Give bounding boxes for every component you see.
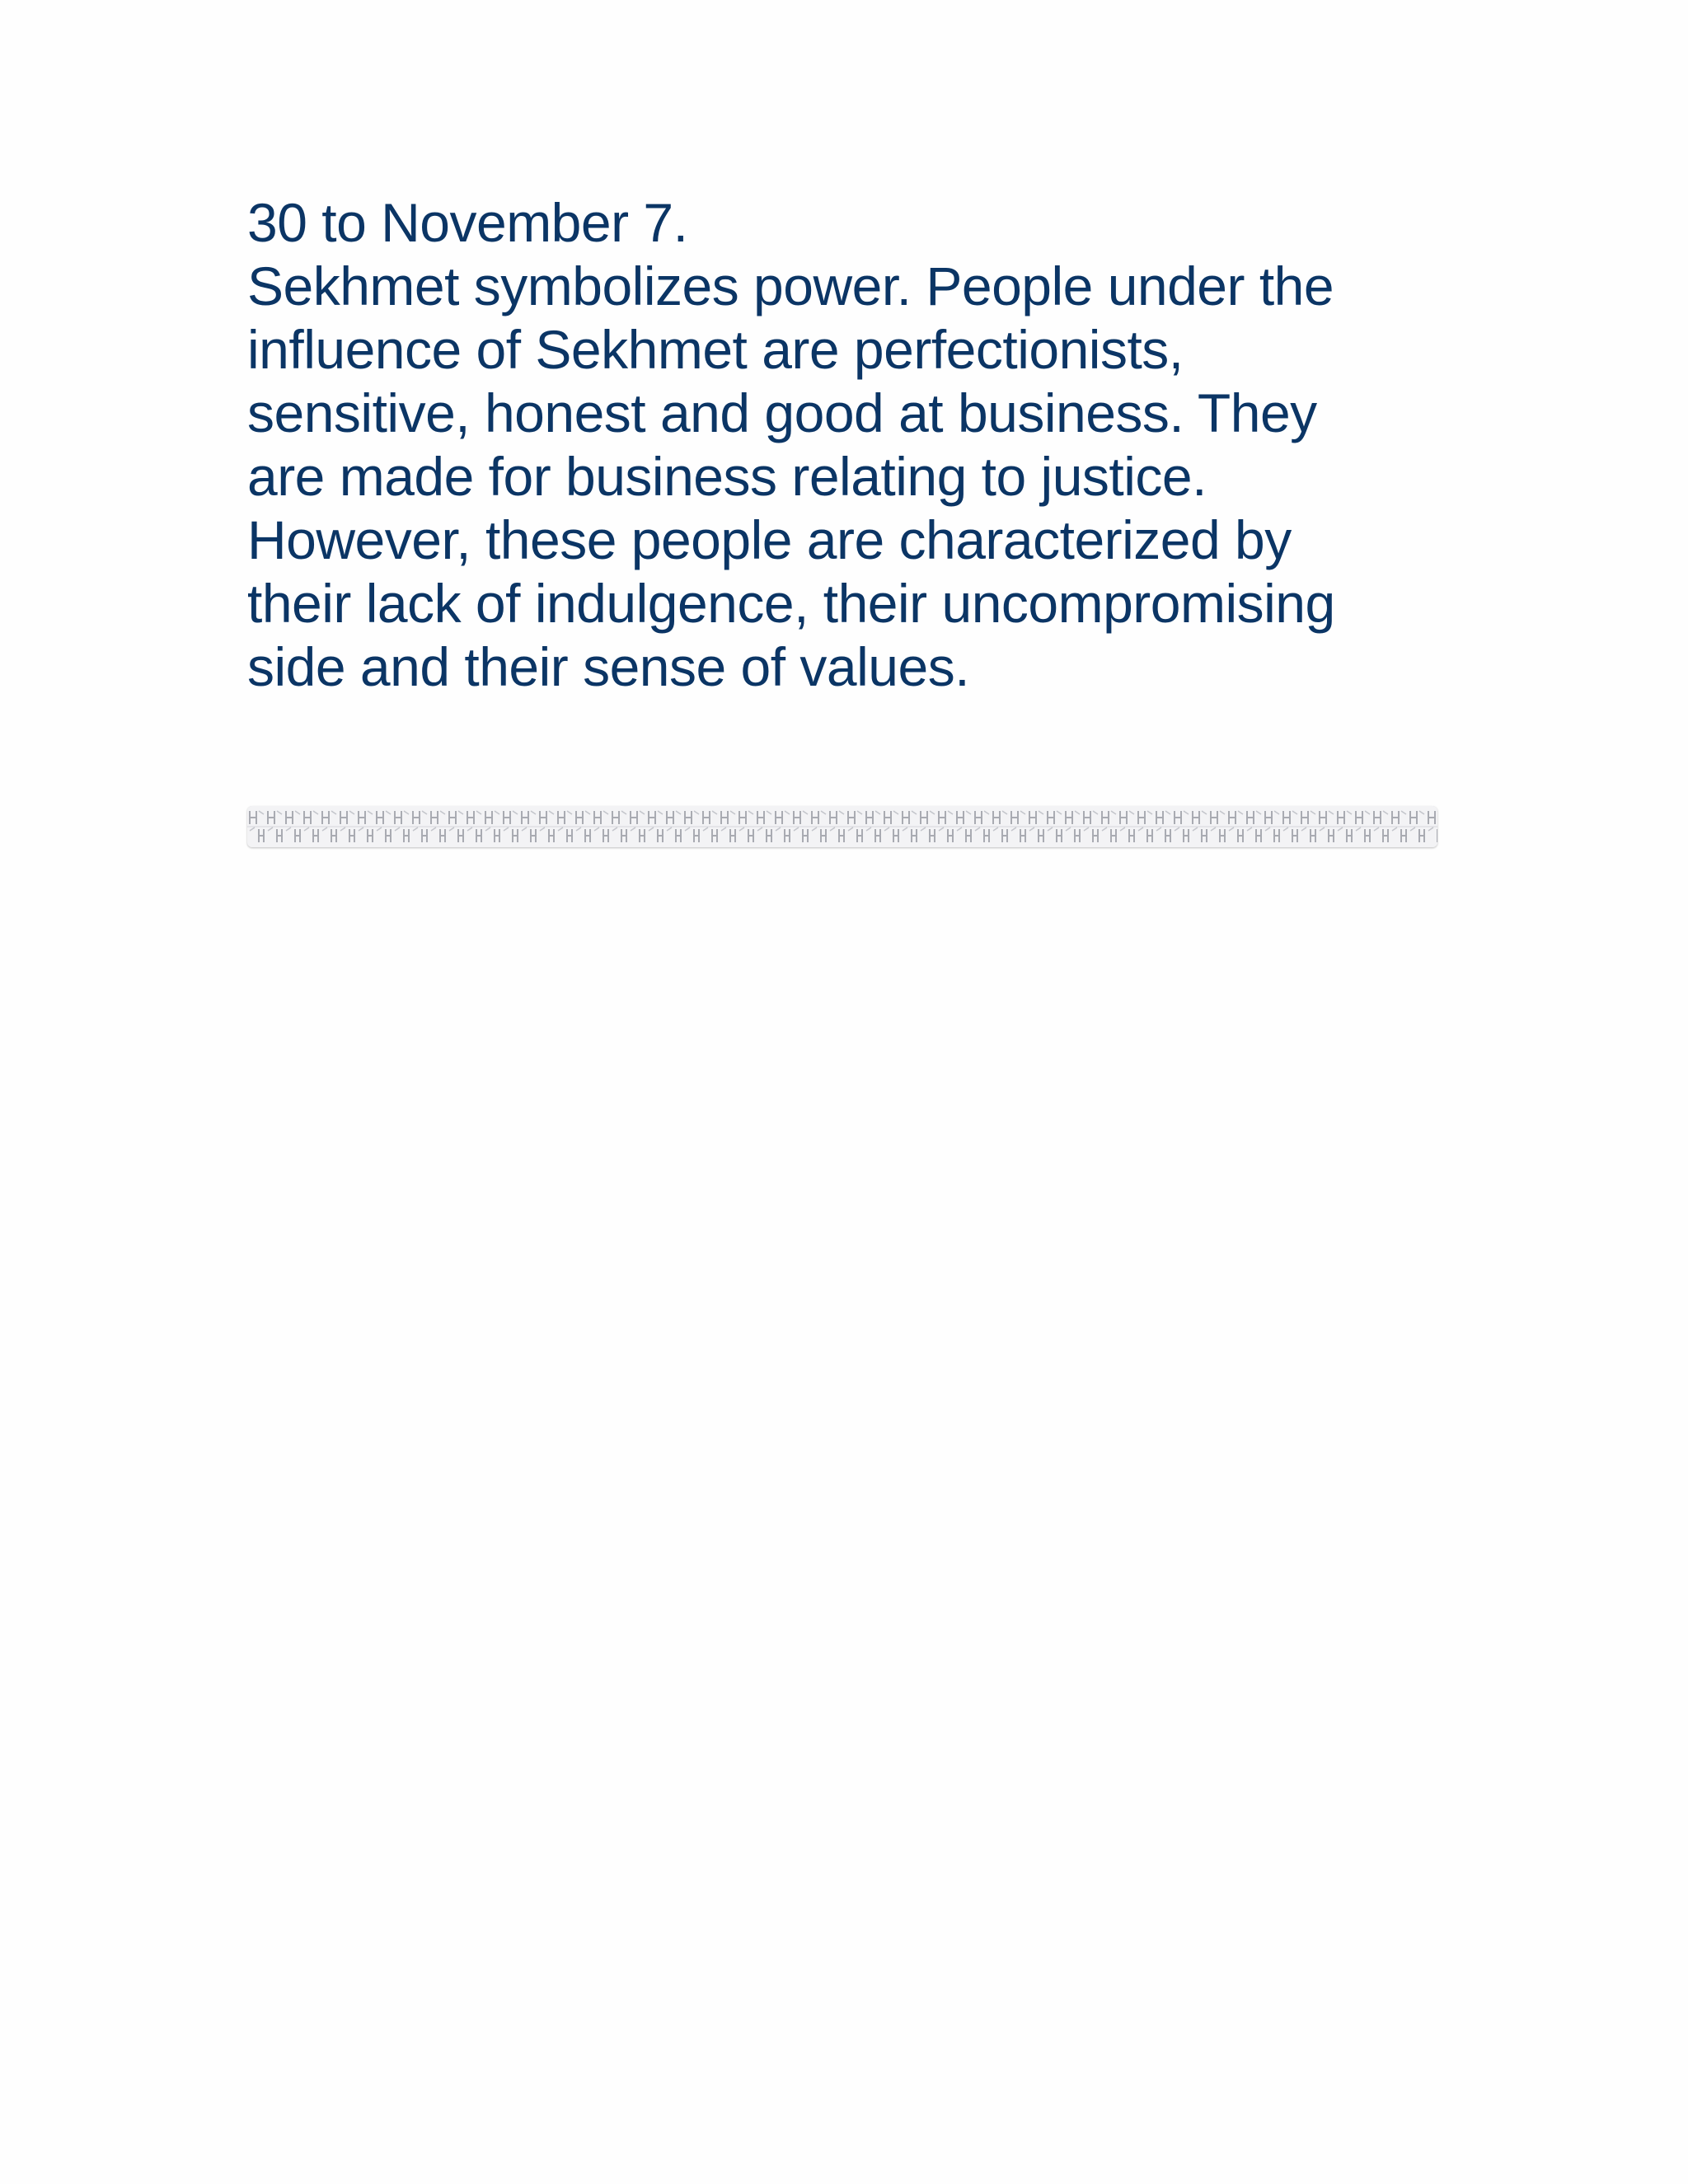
text-line-1: 30 to November 7. xyxy=(247,192,688,253)
text-line-7: their lack of indulgence, their uncompromising xyxy=(247,573,1335,634)
text-line-2: Sekhmet symbolizes power. People under the xyxy=(247,255,1334,316)
text-line-5: are made for business relating to justice. xyxy=(247,446,1207,507)
text-line-4: sensitive, honest and good at business. They xyxy=(247,382,1317,443)
body-text xyxy=(247,191,1451,699)
divider-pattern-icon xyxy=(247,806,1437,847)
decorative-divider xyxy=(247,806,1437,847)
text-line-3: influence of Sekhmet are perfectionists, xyxy=(247,319,1184,380)
text-line-6: However, these people are characterized by xyxy=(247,509,1292,570)
text-line-8: side and their sense of values. xyxy=(247,636,970,697)
